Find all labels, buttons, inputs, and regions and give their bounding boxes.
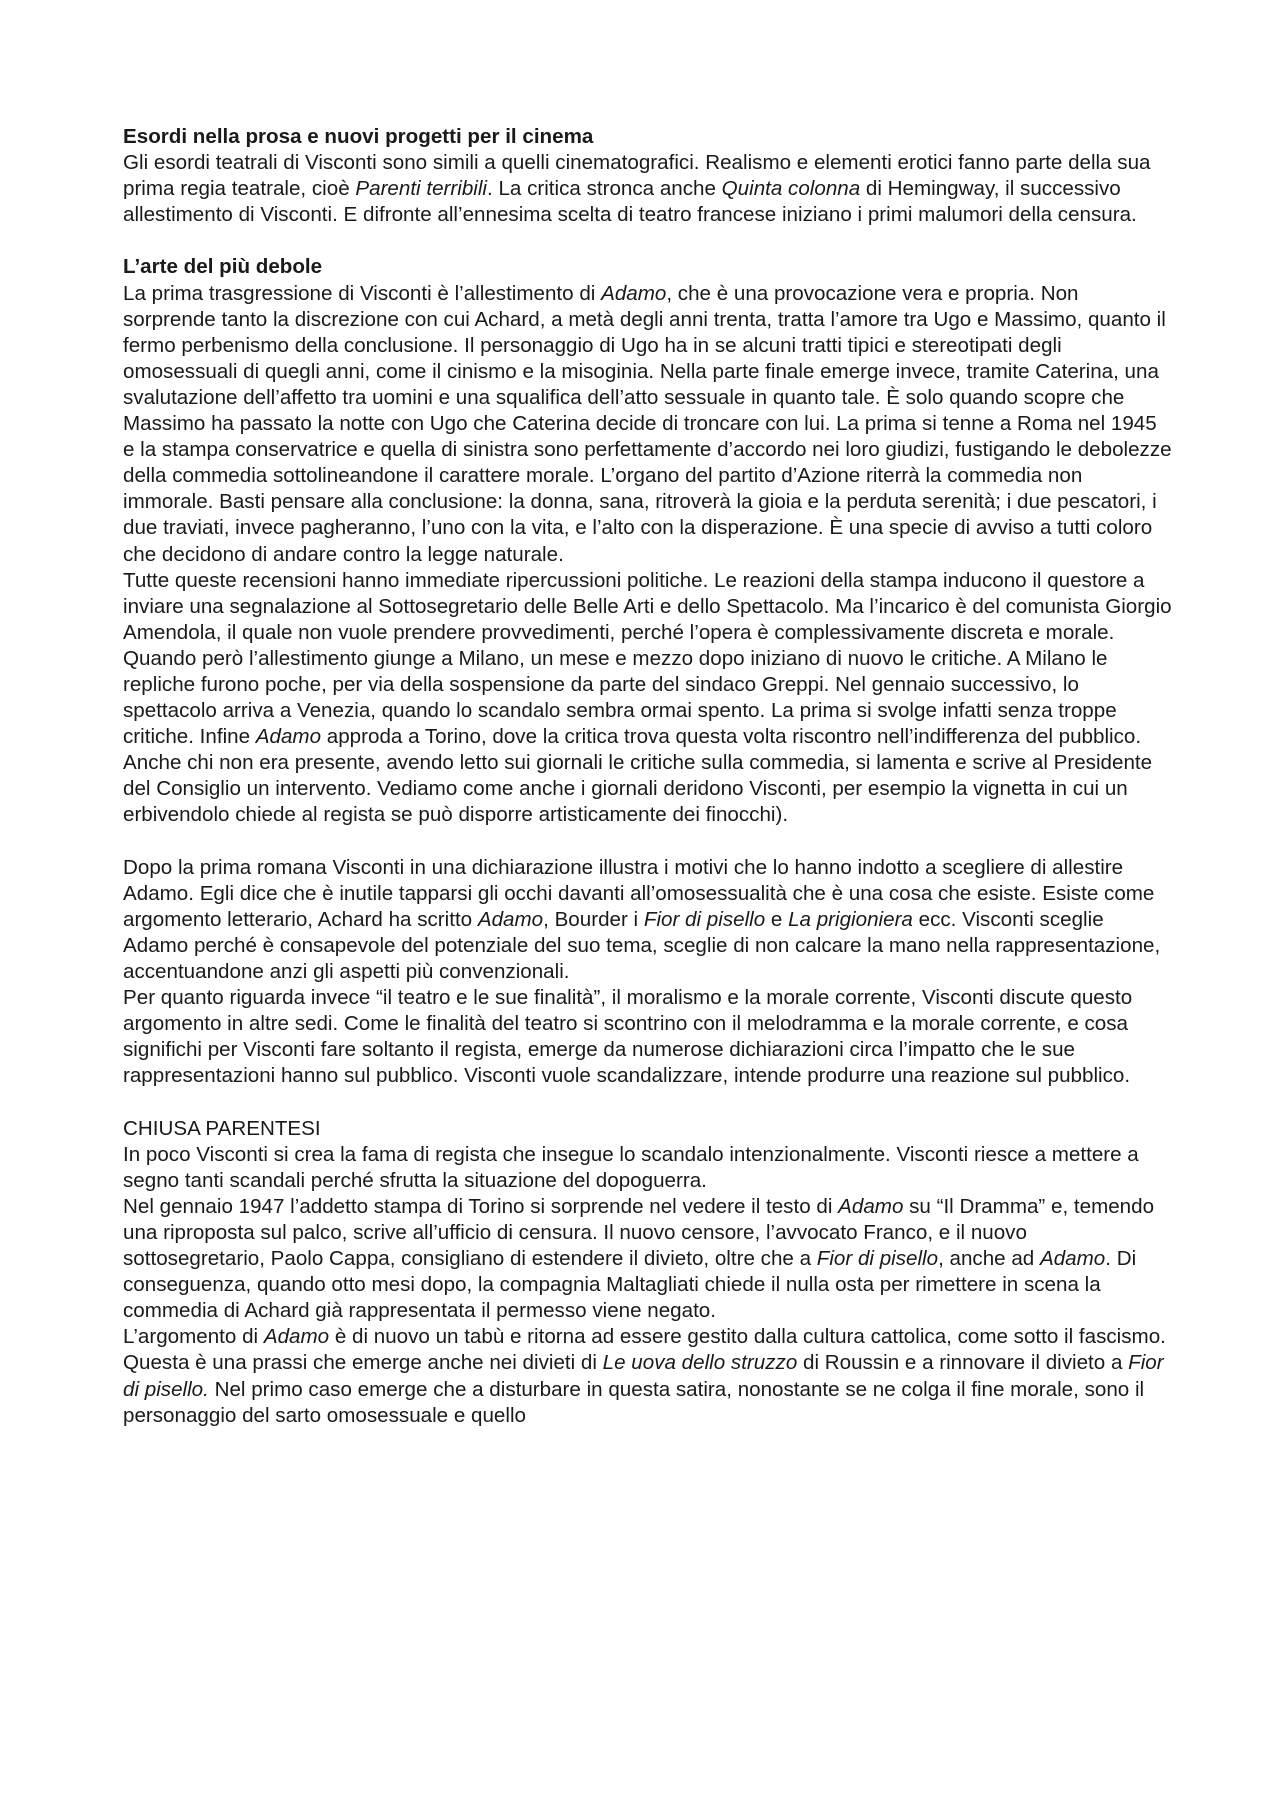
text-run: Nel gennaio 1947 l’addetto stampa di Torino si sorprende nel vedere il testo di <box>123 1194 839 1218</box>
text-run: e <box>765 907 789 931</box>
text-run: L’argomento di <box>123 1325 264 1349</box>
text-run: di Roussin e a rinnovare il divieto a <box>797 1351 1129 1375</box>
text-run-italic: Parenti terribili <box>355 177 487 201</box>
blank-line <box>123 829 1173 855</box>
text-run-italic: Adamo <box>601 281 667 305</box>
section-heading: Esordi nella prosa e nuovi progetti per il cinema <box>123 125 594 148</box>
paragraph <box>123 855 1173 985</box>
text-run: Quando però l’allestimento giunge a Milano, un mese e mezzo dopo iniziano di nuovo le critiche. A Milano le repliche furono poche, per via della sospensione da parte del sindaco Greppi. Nel gennaio successivo, lo spettacolo arriva a Venezia, quando lo scandalo sembra ormai spento. La prima si svolge infatti senza troppe critiche. Infine <box>123 646 1117 749</box>
text-run: è di nuovo un tabù e ritorna ad essere gestito dalla cultura cattolica, come sotto il fascismo. Questa è una prassi che emerge anche nei divieti di <box>123 1325 1166 1375</box>
text-run: La prima trasgressione di Visconti è l’allestimento di <box>123 281 602 305</box>
paragraph <box>123 150 1173 228</box>
text-run: Per quanto riguarda invece “il teatro e le sue finalità”, il moralismo e la morale corrente, Visconti discute questo argomento in altre sedi. Come le finalità del teatro si scontrino con il melodramma e la morale corrente, e cosa significhi per Visconti fare soltanto il regista, emerge da numerose dichiarazioni circa l’impatto che le sue rappresentazioni hanno sul pubblico. Visconti vuole scandalizzare, intende produrre una reazione sul pubblico. <box>123 986 1133 1088</box>
section-heading: CHIUSA PARENTESI <box>123 1116 321 1140</box>
paragraph <box>123 750 1173 828</box>
paragraph <box>123 1324 1173 1428</box>
paragraph <box>123 985 1173 1089</box>
text-run: . La critica stronca anche <box>487 177 722 201</box>
blank-line <box>123 1089 1173 1115</box>
paragraph <box>123 568 1173 646</box>
text-run-italic: Adamo <box>477 907 544 931</box>
text-run: Nel primo caso emerge che a disturbare in questa satira, nonostante se ne colga il fine morale, sono il personaggio del sarto omosessuale e quello <box>123 1377 1145 1427</box>
text-run-italic: Fior di pisello. <box>123 1351 1164 1401</box>
paragraph <box>123 1142 1173 1194</box>
text-run-italic: Fior di pisello <box>816 1247 939 1271</box>
paragraph <box>123 646 1173 750</box>
text-run: , che è una provocazione vera e propria. Non sorprende tanto la discrezione con cui Achard, a metà degli anni trenta, tratta l’amore tra Ugo e Massimo, quanto il fermo perbenismo della conclusione. Il personaggio di Ugo ha in se alcuni tratti tipici e stereotipati degli omosessuali di quegli anni, come il cinismo e la misoginia. Nella parte finale emerge invece, tramite Caterina, una svalutazione dell’affetto tra uomini e una squalifica dell’atto sessuale in quanto tale. È solo quando scopre che Massimo ha passato la notte con Ugo che Caterina decide di troncare con lui. La prima si tenne a Roma nel 1945 e la stampa conservatrice e quella di sinistra sono perfettamente d’accordo nei loro giudizi, fustigando le debolezze della commedia sottolineandone il carattere morale. L’organo del partito d’Azione riterrà la commedia non immorale. Basti pensare alla conclusione: la donna, sana, ritroverà la gioia e la perduta serenità; i due pescatori, i due traviati, invece pagheranno, l’uno con la vita, e l’alto con la disperazione. È una specie di avviso a tutti coloro che decidono di andare contro la legge naturale. <box>123 281 1172 566</box>
text-run: , Bourder i <box>543 907 644 931</box>
text-run: Anche chi non era presente, avendo letto sui giornali le critiche sulla commedia, si lamenta e scrive al Presidente del Consiglio un intervento. Vediamo come anche i giornali deridono Visconti, per esempio la vignetta in cui un erbivendolo chiede al regista se può disporre artisticamente dei finocchi). <box>123 751 1153 827</box>
text-run: . Di conseguenza, quando otto mesi dopo, la compagnia Maltagliati chiede il nulla osta per rimettere in scena la commedia di Achard già rappresentata il permesso viene negato. <box>123 1247 1137 1323</box>
section-heading: L’arte del più debole <box>123 255 323 279</box>
section-chiusa-parentesi <box>123 1116 1173 1429</box>
text-run-italic: Fior di pisello <box>643 907 766 931</box>
text-run-italic: Adamo <box>255 725 322 749</box>
text-run: Dopo la prima romana Visconti in una dichiarazione illustra i motivi che lo hanno indotto a scegliere di allestire Adamo. Egli dice che è inutile tapparsi gli occhi davanti all’omosessualità che è una cosa che esiste. Esiste come argomento letterario, Achard ha scritto <box>123 855 1155 931</box>
section-dichiarazione <box>123 855 1173 1090</box>
text-run: ecc. Visconti sceglie Adamo perché è consapevole del potenziale del suo tema, sceglie di non calcare la mano nella rappresentazione, accentuandone anzi gli aspetti più convenzionali. <box>123 907 1161 983</box>
text-run-italic: Adamo <box>838 1194 904 1218</box>
text-run-italic: Quinta colonna <box>721 177 861 201</box>
text-run: approda a Torino, dove la critica trova questa volta riscontro nell’indifferenza del pubblico. <box>321 725 1142 749</box>
text-run: Tutte queste recensioni hanno immediate ripercussioni politiche. Le reazioni della stampa inducono il questore a inviare una segnalazione al Sottosegretario delle Belle Arti e dello Spettacolo. Ma l’incarico è del comunista Giorgio Amendola, il quale non vuole prendere provvedimenti, perché l’opera è complessivamente discreta e morale. <box>123 568 1172 644</box>
text-run: In poco Visconti si crea la fama di regista che insegue lo scandalo intenzionalmente. Visconti riesce a mettere a segno tanti scandali perché sfrutta la situazione del dopoguerra. <box>123 1142 1139 1192</box>
text-run: su “Il Dramma” e, temendo una riproposta sul palco, scrive all’ufficio di censura. Il nuovo censore, l’avvocato Franco, e il nuovo sottosegretario, Paolo Cappa, consigliano di estendere il divieto, oltre che a <box>123 1194 1155 1271</box>
text-run: , anche ad <box>938 1247 1040 1271</box>
text-run-italic: Le uova dello struzzo <box>602 1351 798 1375</box>
text-run-italic: La prigioniera <box>788 907 913 931</box>
section-arte-debole <box>123 254 1173 828</box>
paragraph <box>123 1194 1173 1324</box>
document-page <box>123 124 1173 1429</box>
blank-line <box>123 228 1173 254</box>
section-esordi <box>123 124 1173 228</box>
text-run-italic: Adamo <box>263 1325 330 1349</box>
text-run-italic: Adamo <box>1039 1247 1106 1271</box>
paragraph <box>123 281 1173 568</box>
text-run: Gli esordi teatrali di Visconti sono simili a quelli cinematografici. Realismo e elementi erotici fanno parte della sua prima regia teatrale, cioè <box>123 151 1151 201</box>
text-run: di Hemingway, il successivo allestimento di Visconti. E difronte all’ennesima scelta di teatro francese iniziano i primi malumori della censura. <box>123 177 1137 227</box>
